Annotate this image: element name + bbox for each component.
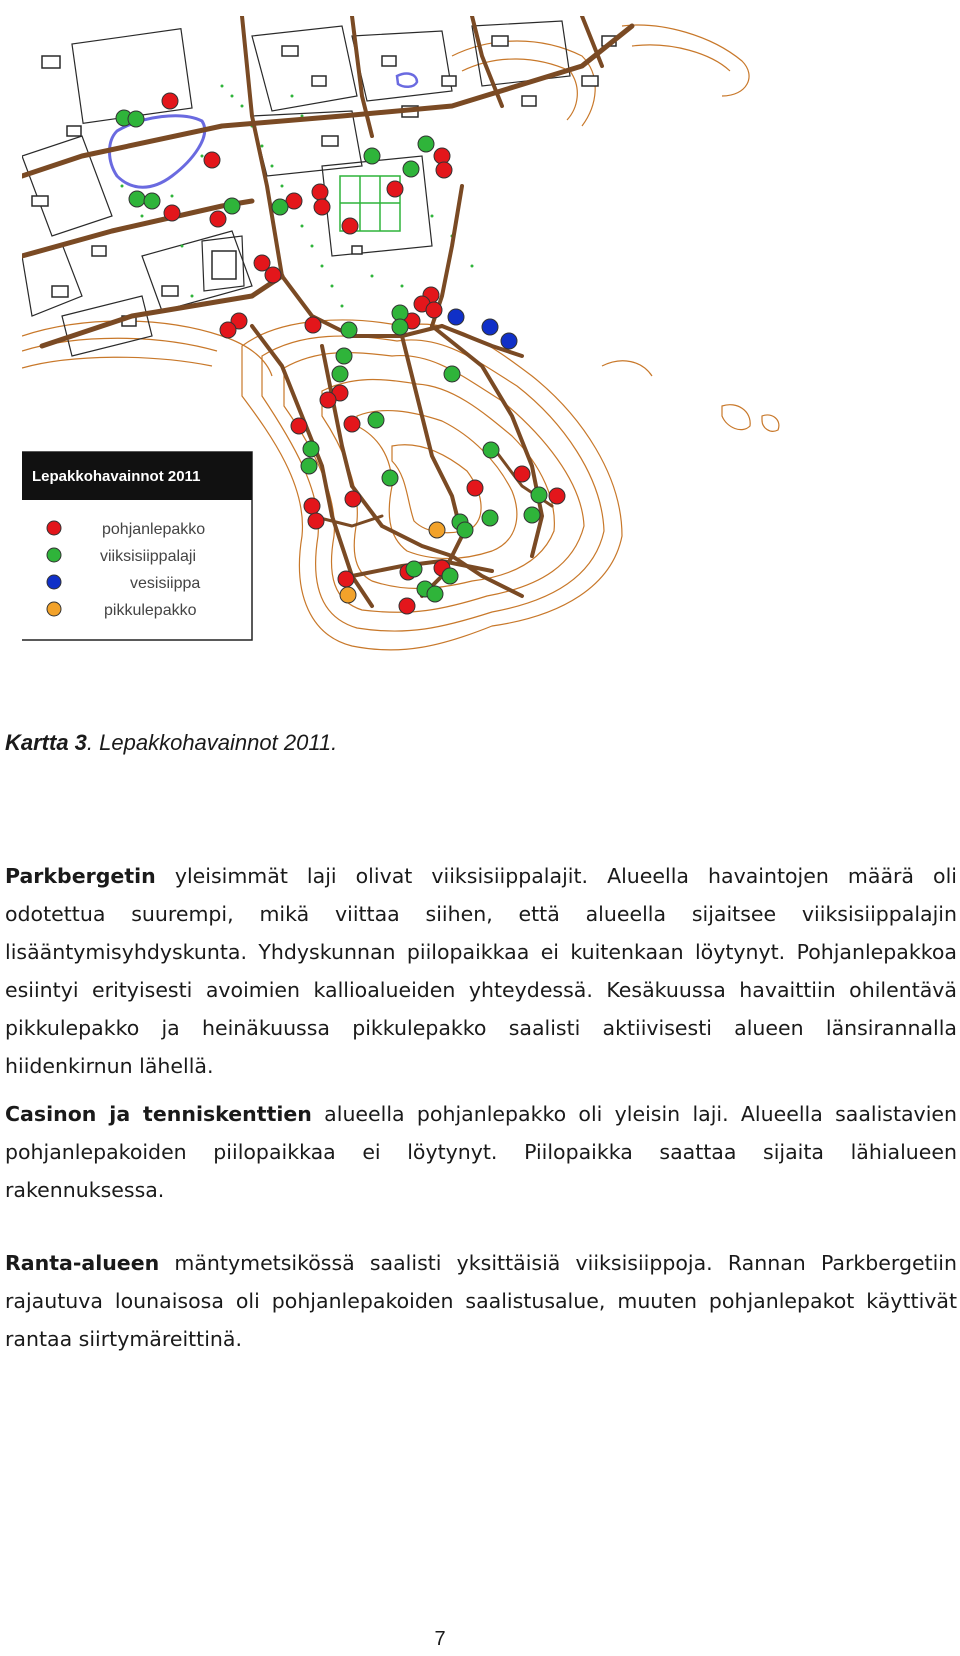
paragraph-parkbergetin — [5, 857, 957, 1085]
legend-label-viiksisiippalaji: viiksisiippalaji — [100, 548, 197, 565]
paragraph-lead: Ranta-alueen — [5, 1251, 160, 1275]
map-legend — [22, 452, 252, 640]
paragraph-ranta — [5, 1244, 957, 1358]
paragraph-lead: Casinon ja tenniskenttien — [5, 1102, 312, 1126]
paragraph-body: alueella pohjanlepakko oli yleisin laji. Alueella saalistavien pohjanlepakoiden piilopaikkaa ei löytynyt. Piilopaikka saattaa sijaita lähialueen rakennuksessa. — [5, 1102, 957, 1202]
legend-swatch-pikkulepakko — [47, 602, 61, 616]
legend-label-pohjanlepakko: pohjanlepakko — [102, 521, 206, 538]
paragraph-body: mäntymetsikössä saalisti yksittäisiä viiksisiippoja. Rannan Parkbergetiin rajautuva lounaisosa oli pohjanlepakoiden saalistusalue, muuten pohjanlepakot käyttivät rantaa siirtymäreittinä. — [5, 1251, 957, 1351]
paragraph-lead: Parkbergetin — [5, 864, 156, 888]
bat-observation-map — [22, 16, 800, 686]
paragraph-casino — [5, 1095, 957, 1209]
legend-label-pikkulepakko: pikkulepakko — [104, 602, 197, 619]
caption-label: Kartta 3 — [5, 730, 87, 755]
legend-swatch-vesisiippa — [47, 575, 61, 589]
caption-text: . Lepakkohavainnot 2011. — [86, 730, 338, 755]
legend-label-vesisiippa: vesisiippa — [130, 575, 201, 592]
page-number: 7 — [434, 1628, 446, 1650]
legend-title: Lepakkohavainnot 2011 — [32, 468, 201, 485]
figure-caption — [5, 730, 337, 756]
legend-swatch-viiksisiippalaji — [47, 548, 61, 562]
paragraph-body: yleisimmät laji olivat viiksisiippalajit. Alueella havaintojen määrä oli odotettua suurempi, mikä viittaa siihen, että alueella sijaitsee viiksisiippalajin lisääntymisyhdyskunta. Yhdyskunnan piilopaikkaa ei kuitenkaan löytynyt. Pohjanlepakkoa esiintyi erityisesti avoimien kallioalueiden yhteydessä. Kesäkuussa havaittiin ohilentävä pikkulepakko ja heinäkuussa pikkulepakko saalisti aktiivisesti alueen länsirannalla hiidenkirnun lähellä. — [5, 864, 957, 1078]
legend-swatch-pohjanlepakko — [47, 521, 61, 535]
